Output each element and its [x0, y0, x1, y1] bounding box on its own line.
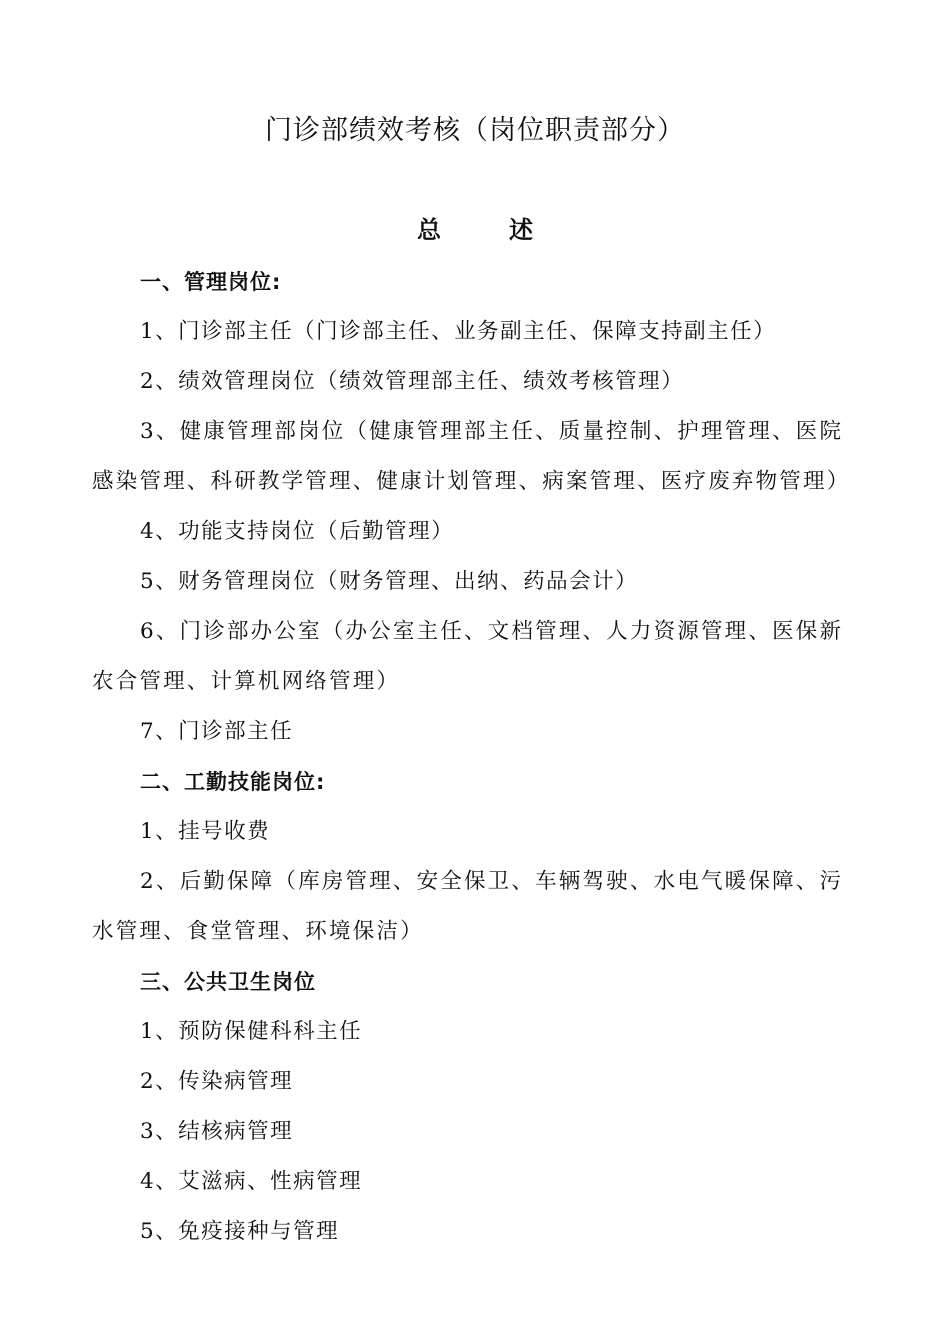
section-heading-service-skills: 二、工勤技能岗位: — [140, 770, 326, 794]
list-item: 4、功能支持岗位（后勤管理） — [140, 519, 455, 544]
document-title: 门诊部绩效考核（岗位职责部分） — [265, 115, 685, 146]
list-item: 5、财务管理岗位（财务管理、出纳、药品会计） — [140, 569, 639, 594]
overview-heading — [0, 210, 950, 250]
document-body — [92, 257, 862, 1257]
list-item: 3、健康管理部岗位（健康管理部主任、质量控制、护理管理、医院感染管理、科研教学管理、健康计划管理、病案管理、医疗废弃物管理） — [92, 419, 851, 494]
list-item: 3、结核病管理 — [140, 1119, 294, 1144]
list-item: 6、门诊部办公室（办公室主任、文档管理、人力资源管理、医保新农合管理、计算机网络管理） — [92, 619, 844, 694]
overview-heading-part-1: 总 — [417, 216, 441, 244]
section-heading-public-health: 三、公共卫生岗位 — [140, 970, 316, 994]
list-item: 7、门诊部主任 — [140, 719, 294, 744]
list-item: 5、免疫接种与管理 — [140, 1219, 340, 1244]
list-item: 1、预防保健科科主任 — [140, 1019, 363, 1044]
list-item: 2、绩效管理岗位（绩效管理部主任、绩效考核管理） — [140, 369, 685, 394]
list-item: 2、后勤保障（库房管理、安全保卫、车辆驾驶、水电气暖保障、污水管理、食堂管理、环境保洁） — [92, 869, 844, 944]
list-item: 1、挂号收费 — [140, 819, 271, 844]
list-item: 2、传染病管理 — [140, 1069, 294, 1094]
list-item: 1、门诊部主任（门诊部主任、业务副主任、保障支持副主任） — [140, 319, 777, 344]
section-heading-management: 一、管理岗位: — [140, 270, 282, 294]
overview-heading-part-2: 述 — [509, 216, 533, 244]
list-item: 4、艾滋病、性病管理 — [140, 1169, 363, 1194]
